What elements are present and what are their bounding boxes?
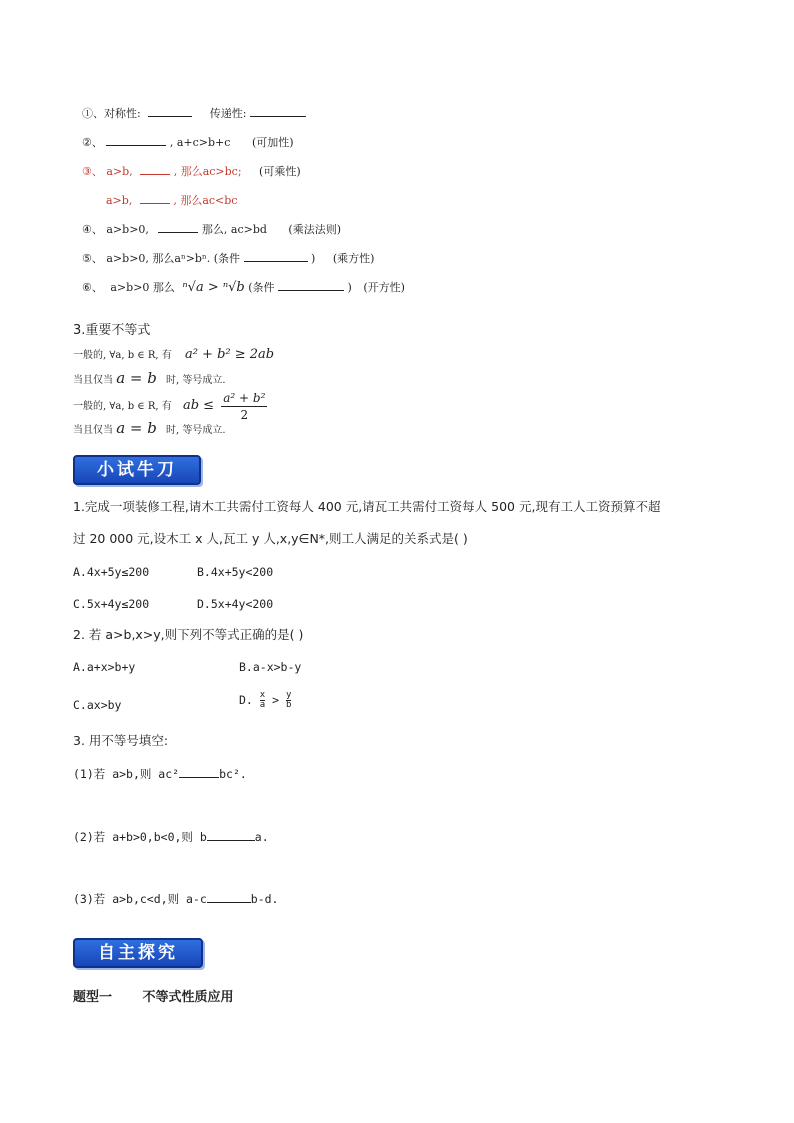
fraction: [221, 390, 267, 423]
answer-blank[interactable]: [207, 829, 255, 841]
answer-blank[interactable]: [158, 221, 198, 233]
property-label: ④、: [82, 223, 103, 236]
important-line-4: [73, 420, 226, 439]
q1-option-d[interactable]: D.5x+4y<200: [197, 597, 274, 611]
important-formula: a = b: [116, 419, 157, 437]
property-root-line: [82, 279, 405, 296]
property-expression: ): [311, 252, 316, 265]
q3-stem: 3. 用不等号填空:: [73, 733, 169, 748]
fraction-numerator: x: [259, 690, 266, 700]
topic-title: 不等式性质应用: [142, 990, 234, 1005]
property-label: ⑥、: [82, 281, 103, 294]
property-note: (乘法法则): [288, 223, 342, 236]
property-expression: 那么, ac>bd: [201, 223, 267, 236]
fraction-numerator: a² + b²: [223, 391, 266, 405]
important-text: 一般的, ∀a, b ∈ R, 有: [73, 401, 172, 412]
option-letter: D.: [239, 693, 253, 707]
answer-blank[interactable]: [148, 105, 192, 117]
property-expression: a>b>0,: [106, 223, 149, 236]
greater-sign: >: [272, 693, 280, 707]
q1-line-2: 过 20 000 元,设木工 x 人,瓦工 y 人,x,y∈N*,则工人满足的关系式是( ): [73, 531, 468, 546]
q2-option-a[interactable]: A.a+x>b+y: [73, 660, 136, 674]
property-expression: , 那么ac<bc: [173, 194, 238, 207]
q2-option-d[interactable]: [239, 691, 291, 710]
important-formula: a = b: [116, 369, 157, 387]
fraction-denominator: a: [259, 700, 266, 710]
fraction-y-over-b: [286, 691, 291, 710]
answer-blank[interactable]: [244, 250, 308, 262]
q1-option-a[interactable]: A.4x+5y≤200: [73, 565, 150, 579]
important-text: 时, 等号成立.: [166, 425, 226, 436]
important-text: 一般的, ∀a, b ∈ R, 有: [73, 350, 172, 361]
q3-sub-2: [73, 829, 269, 845]
property-expression: a>b>0, 那么aⁿ>bⁿ. (条件: [106, 252, 241, 265]
important-line-1: [73, 347, 274, 364]
property-note: (乘方性): [332, 252, 375, 265]
important-text: 时, 等号成立.: [166, 375, 226, 386]
property-label: ⑤、: [82, 252, 103, 265]
important-line-3: [73, 390, 267, 423]
topic-label: 题型一: [73, 990, 113, 1005]
section-banner-practice: 小试牛刀: [73, 455, 201, 485]
fraction-numerator: y: [286, 690, 292, 700]
q1-option-b[interactable]: B.4x+5y<200: [197, 565, 274, 579]
property-note: (开方性): [363, 281, 405, 294]
q2-option-b[interactable]: B.a-x>b-y: [239, 660, 302, 674]
important-text: 当且仅当: [73, 425, 113, 436]
important-line-2: [73, 370, 226, 389]
q3-text: b-d.: [250, 892, 279, 906]
section-banner-explore: 自主探究: [73, 938, 203, 968]
property-label: ②、: [82, 136, 103, 149]
fraction-x-over-a: [260, 691, 265, 710]
property-additive-line: [82, 134, 294, 151]
property-multiplicative-line: [82, 163, 301, 180]
root-formula: ⁿ√a > ⁿ√b: [182, 280, 245, 295]
property-product-line: [82, 221, 341, 238]
property-expression: , a+c>b+c: [169, 136, 231, 149]
property-expression: ): [347, 281, 352, 294]
important-formula: ab ≤: [182, 398, 215, 413]
answer-blank[interactable]: [140, 163, 170, 175]
q2-option-c[interactable]: C.ax>by: [73, 698, 122, 712]
property-expression: a>b,: [106, 165, 133, 178]
q3-sub-1: [73, 766, 247, 782]
topic-heading: [73, 990, 234, 1006]
property-expression: a>b>0 那么: [110, 281, 175, 294]
answer-blank[interactable]: [207, 891, 251, 903]
property-symmetry-line: [82, 105, 306, 122]
property-label: ①、对称性:: [82, 107, 141, 120]
important-text: 当且仅当: [73, 375, 113, 386]
q3-text: bc².: [219, 767, 247, 781]
answer-blank[interactable]: [106, 134, 166, 146]
fraction-denominator: b: [286, 700, 292, 710]
answer-blank[interactable]: [140, 192, 170, 204]
q2-stem: 2. 若 a>b,x>y,则下列不等式正确的是( ): [73, 627, 304, 642]
fraction-denominator: 2: [240, 408, 249, 422]
answer-blank[interactable]: [250, 105, 306, 117]
property-expression: , 那么ac>bc;: [173, 165, 242, 178]
q3-text: a.: [254, 830, 269, 844]
important-heading: 3.重要不等式: [73, 323, 151, 338]
property-note: (可加性): [251, 136, 294, 149]
q3-text: (2)若 a+b>0,b<0,则 b: [73, 830, 207, 844]
property-multiplicative-line-2: [106, 192, 237, 209]
important-formula: a² + b² ≥ 2ab: [184, 347, 275, 362]
answer-blank[interactable]: [179, 766, 219, 778]
q3-text: (1)若 a>b,则 ac²: [73, 767, 180, 781]
q1-option-c[interactable]: C.5x+4y≤200: [73, 597, 150, 611]
property-label: ③、: [82, 165, 103, 178]
property-expression: a>b,: [106, 194, 133, 207]
answer-blank[interactable]: [278, 279, 344, 291]
property-expression: (条件: [248, 281, 275, 294]
q3-sub-3: [73, 891, 278, 907]
property-power-line: [82, 250, 374, 267]
q3-text: (3)若 a>b,c<d,则 a-c: [73, 892, 207, 906]
property-label: 传递性:: [209, 107, 247, 120]
q1-line-1: 1.完成一项装修工程,请木工共需付工资每人 400 元,请瓦工共需付工资每人 500 元,现有工人工资预算不超: [73, 499, 661, 514]
property-note: (可乘性): [259, 165, 301, 178]
